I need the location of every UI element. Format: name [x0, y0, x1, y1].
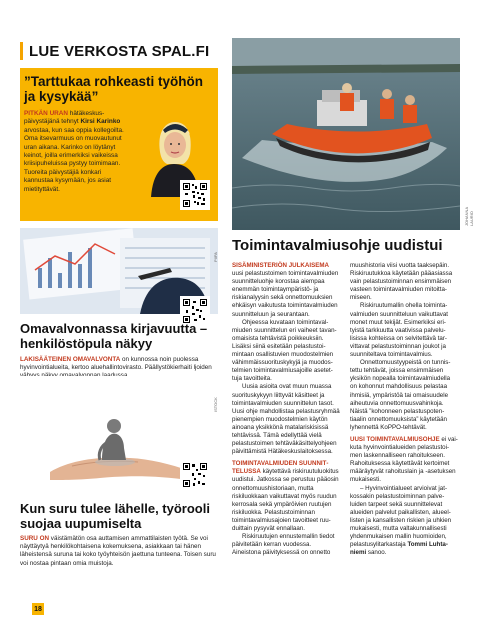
paragraph [350, 485, 458, 558]
paragraph [232, 460, 340, 533]
paragraph: Riskiruutujen ennustemallin tiedot päivitetään kerran vuodessa. Aineistona päivityksessä on onnetto [232, 533, 335, 557]
paragraph: Ohjeessa kuvataan toimintavalmiuden suunnittelun eri vaiheet tavanomaisista tehtävistä poikkeuksiin. Lisäksi siinä esitetään pelastustoimintaan osallistuvien muodostelmien vähimmäissuorituskykyjä ja muodostelmien toimintavalmiusajoille asetettuja tavoitteita. [232, 318, 337, 383]
qr-code[interactable] [180, 460, 210, 490]
article-column-1 [232, 262, 340, 557]
quote-body-1: hätäkeskuspäivystäjänä tehnyt [24, 110, 105, 126]
paragraph-text: uusi pelastustoimen toimintavalmiuden suunnitteluohje korostaa aiempaa enemmän toimintaympäristö- ja riskianalyysin sekä onnettomuuksien ehkäisyn vaikutusta toimintavalmiuden suunnitteluun ja seurantaan. [232, 270, 339, 318]
quoted-person-name: Tommi Luhtaniemi [350, 541, 448, 557]
photo-credit-stat: PIIPA [213, 252, 218, 262]
paragraph-text: sanoo. [366, 549, 387, 557]
qr-code[interactable] [180, 180, 210, 210]
rescue-boat-photo [232, 38, 460, 230]
article-2-body-text: on kunnossa noin puolessa hyvinvointialueita, kertoo aluehallintovirasto. Päällystökierhaiti ljoiden [20, 356, 212, 372]
article-body-suru [20, 535, 220, 568]
section-header [20, 38, 220, 64]
paragraph-text: – Hyvinvointialueet arvioivat jatkossakin pelastustoiminnan palveluiden tarpeet sekä suunnittelevat alueiden palvelut paikallisten, alueellisten ja kansallisten riskien ja uhkien mukaisesti, mutta valtakunnallisesti yhdenmukaisen mallin huomioiden, pelastusylitarkastaja [350, 484, 452, 549]
article-2-lead-accent: LAKISÄÄTEINEN OMAVALVONTA [20, 356, 121, 363]
paragraph [232, 262, 340, 319]
lead-accent: UUSI TOIMINTAVALMIUSOHJE [350, 435, 440, 443]
section-accent-bar [20, 42, 23, 60]
article-3-lead-accent: SURU ON [20, 535, 50, 542]
article-title-omavalvonta: Omavalvonnassa kirjavuutta – henkilöstöpula näkyy [20, 321, 208, 351]
paragraph [350, 436, 458, 485]
paragraph-text: ei vaikuta hyvinvointialueiden pelastustoimen laskennalliseen rahoitukseen. Rahoituksessa käytettävät kertoimet määräytyvät rahoituslain ja -asetuksen mukaisesti. [350, 435, 458, 484]
photo-credit-hand: ISTOCK [213, 397, 218, 412]
article-3-body-text: väistämätön osa auttamisen ammattilaisten työtä. Se voi näyttäytyä henkilökohtaisena kokemuksena, asiakkaan tai hänen läheistensä suruna tai koko työyhteisön jaettuna tunteena. Toisen suru voi nostaa pintaan omia muistoja. [20, 535, 216, 567]
lead-accent: SISÄMINISTERIÖN JULKAISEMA [232, 262, 329, 269]
paragraph: Onnettomuustyypeistä on tunnistettu tehtävät, joissa ensimmäisen yksikön nopealla toimintavalmiudella on kohonnut mahdollisuus pelastaa ihmisiä, ympäristöä tai omaisuudele aiheutuvia onnettomuusvahinkoja. Näistä ”kohonneen pelastuspotentiaalin onnettomuuksista” käytetään lyhennettä KoPPO-tehtävät. [350, 359, 451, 431]
page-number: 18 [32, 603, 44, 615]
section-title: LUE VERKOSTA SPAL.FI [29, 42, 210, 60]
paragraph: Riskiruutumallin ohella toimintavalmiuden suunnitteluun vaikuttavat monet muut tekijät. Esimerkiksi erityistä tarkkuutta vaativissa palvelulisissa kohteissa on selvitettävä tarvittavat pelastustoiminnan joukot ja suunniteltava toimintavalmius. [350, 302, 449, 359]
photo-credit-boat: JOHANNA LAURIO [464, 207, 474, 226]
article-column-2 [350, 262, 458, 557]
quote-person-name: Kirsi Karinko [80, 118, 121, 126]
paragraph: muushistoria viisi vuotta taaksepäin. Riskiruutukkoa käytetään pääasiassa vain pelastustoiminnan ensimmäisen vasteen toimintavalmiuden mitoittamiseen. [350, 262, 453, 302]
paragraph-text: käytettävä riskiruutuluokitus uudistui. Jatkossa se perustuu pääosin onnettomuushistoriaan, mutta riskiluokkaan vaikuttavat myös ruudun kerrosala sekä ympäröivien ruutujen riskiluokka. Pelastustoiminnan toimintavalmiusajoien tavoitteet ruuduittain pysyvät ennallaan. [232, 468, 339, 532]
quote-body [24, 110, 124, 194]
lead-accent: TOIMINTAVALMIUDEN SUUNNITTELUSSA [232, 460, 329, 476]
quote-title: ”Tarttukaa rohkeasti työhön ja kysykää” [24, 74, 204, 104]
article-title-suru: Kun suru tulee lähelle, työrooli suojaa uupumiselta [20, 501, 210, 531]
quote-body-2: arvostaa, kun saa oppia kollegoilta. Oma itsevarmuus on muovautunut uran aikana. Karinko on löytänyt keinot, joilla erimerkiksi vaikeissa kriisipuheluissa pystyy toimimaan. Tuoreita päivystäjiä konkari kannustaa kysymään, jos asiat mietityttävät. [24, 126, 124, 193]
paragraph: Uusia asioita ovat muun muassa suorituskykyyn liittyvät käsitteet ja toimintavalmiuden suunnittelun tasot. Uusi ohje mahdollistaa pelastusryhmää pienempien muodostelmien käytön ainoana yksikkönä matalariskisissä tehtävissä. Tämä edellyttää vielä pelastustoimen tehtäväkäsittelyohjeen päivittämistä Hätäkeskuslaitoksessa. [232, 383, 340, 456]
main-article-title: Toimintavalmiusohje uudistui [232, 237, 443, 254]
quote-lead-accent: PITKÄN URAN [24, 110, 69, 117]
